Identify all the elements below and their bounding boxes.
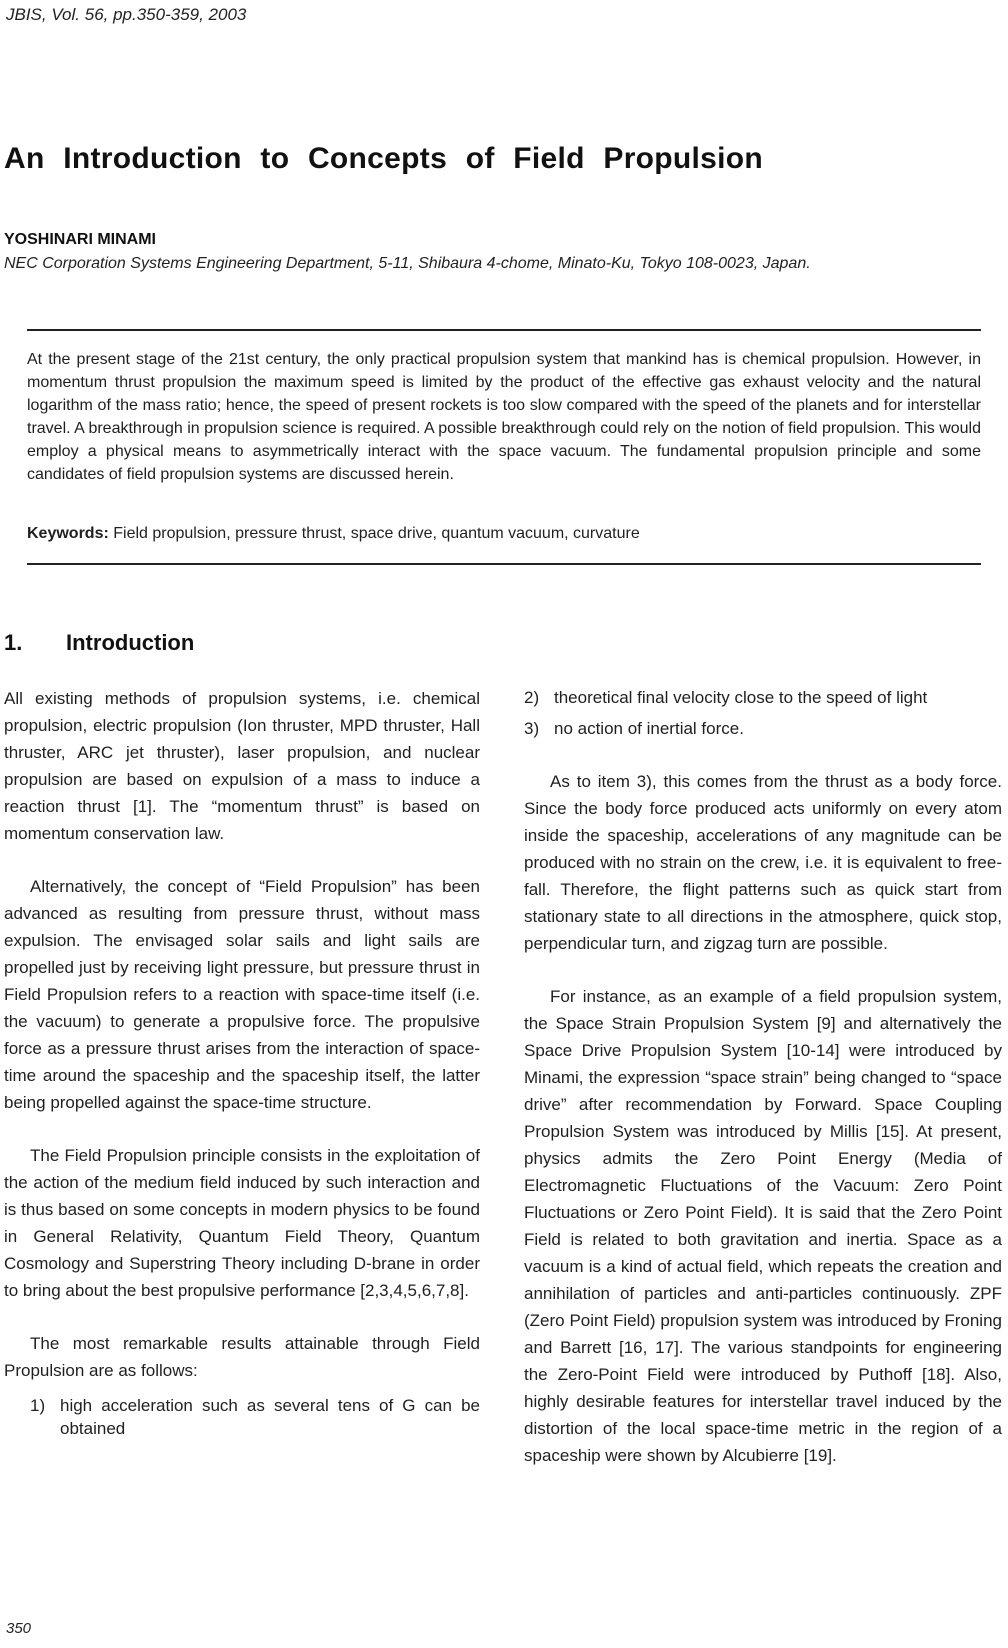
section-number: 1. <box>4 630 23 655</box>
page-number: 350 <box>6 1620 32 1637</box>
results-list-continued <box>524 686 1002 740</box>
list-item-text: theoretical final velocity close to the speed of light <box>554 688 928 707</box>
keywords-label: Keywords: <box>27 525 109 542</box>
keywords <box>27 525 640 543</box>
abstract-top-rule <box>27 329 981 331</box>
paper-title: An Introduction to Concepts of Field Propulsion <box>4 142 764 175</box>
section-heading <box>4 630 194 656</box>
paragraph: All existing methods of propulsion systems, i.e. chemical propulsion, electric propulsion (Ion thruster, MPD thruster, Hall thruster, ARC jet thruster), laser propulsion, and nuclear propulsion are based on expulsion of a mass to induce a reaction thrust [1]. The “momentum thrust” is based on momentum conservation law. <box>4 689 480 843</box>
list-item-text: no action of inertial force. <box>554 719 744 738</box>
list-marker: 2) <box>524 688 540 707</box>
paragraph: As to item 3), this comes from the thrust as a body force. Since the body force produced acts uniformly on every atom inside the spaceship, accelerations of any magnitude can be produced with no strain on the crew, i.e. it is equivalent to free-fall. Therefore, the flight patterns such as quick start from stationary state to all directions in the atmosphere, quick stop, perpendicular turn, and zigzag turn are possible. <box>524 772 1002 953</box>
results-list <box>4 1394 480 1440</box>
paragraph: The Field Propulsion principle consists in the exploitation of the action of the medium field induced by such interaction and is thus based on some concepts in modern physics to be found in General Relativity, Quantum Field Theory, Quantum Cosmology and Superstring Theory including D-brane in order to bring about the best propulsive performance [2,3,4,5,6,7,8]. <box>4 1146 480 1300</box>
paragraph: The most remarkable results attainable through Field Propulsion are as follows: <box>4 1334 480 1380</box>
paragraph: Alternatively, the concept of “Field Propulsion” has been advanced as resulting from pressure thrust, without mass expulsion. The envisaged solar sails and light sails are propelled just by receiving light pressure, but pressure thrust in Field Propulsion refers to a reaction with space-time itself (i.e. the vacuum) to generate a propulsive force. The propulsive force as a pressure thrust arises from the interaction of space-time around the spaceship and the spaceship itself, the latter being propelled against the space-time structure. <box>4 877 480 1112</box>
list-item-text: high acceleration such as several tens of G can be obtained <box>60 1396 480 1438</box>
list-item <box>524 686 1002 709</box>
left-column <box>4 685 480 1448</box>
journal-citation: JBIS, Vol. 56, pp.350-359, 2003 <box>6 5 247 24</box>
list-marker: 3) <box>524 719 540 738</box>
author-name: YOSHINARI MINAMI <box>4 231 156 248</box>
list-item <box>524 717 1002 740</box>
right-column <box>524 686 1002 1495</box>
list-marker: 1) <box>30 1396 46 1415</box>
author-affiliation: NEC Corporation Systems Engineering Department, 5-11, Shibaura 4-chome, Minato-Ku, Tokyo 108-0023, Japan. <box>4 255 811 272</box>
keywords-text: Field propulsion, pressure thrust, space drive, quantum vacuum, curvature <box>113 525 640 542</box>
abstract: At the present stage of the 21st century, the only practical propulsion system that mankind has is chemical propulsion. However, in momentum thrust propulsion the maximum speed is limited by the product of the effective gas exhaust velocity and the natural logarithm of the mass ratio; hence, the speed of present rockets is too slow compared with the speed of the planets and for interstellar travel. A breakthrough in propulsion science is required. A possible breakthrough could rely on the notion of field propulsion. This would employ a physical means to asymmetrically interact with the space vacuum. The fundamental propulsion principle and some candidates of field propulsion systems are discussed herein. <box>27 351 981 483</box>
list-item <box>4 1394 480 1440</box>
section-title: Introduction <box>66 630 195 655</box>
paragraph: For instance, as an example of a field propulsion system, the Space Strain Propulsion System [9] and alternatively the Space Drive Propulsion System [10-14] were introduced by Minami, the expression “space strain” being changed to “space drive” after recommendation by Forward. Space Coupling Propulsion System was introduced by Millis [15]. At present, physics admits the Zero Point Energy (Media of Electromagnetic Fluctuations of the Vacuum: Zero Point Fluctuations or Zero Point Field). It is said that the Zero Point Field is related to both gravitation and inertia. Space as a vacuum is a kind of actual field, which repeats the creation and annihilation of particles and anti-particles continuously. ZPF (Zero Point Field) propulsion system was introduced by Froning and Barrett [16, 17]. The various standpoints for engineering the Zero-Point Field were introduced by Puthoff [18]. Also, highly desirable features for interstellar travel induced by the distortion of the local space-time metric in the region of a spaceship were shown by Alcubierre [19]. <box>524 987 1002 1465</box>
abstract-bottom-rule <box>27 563 981 565</box>
